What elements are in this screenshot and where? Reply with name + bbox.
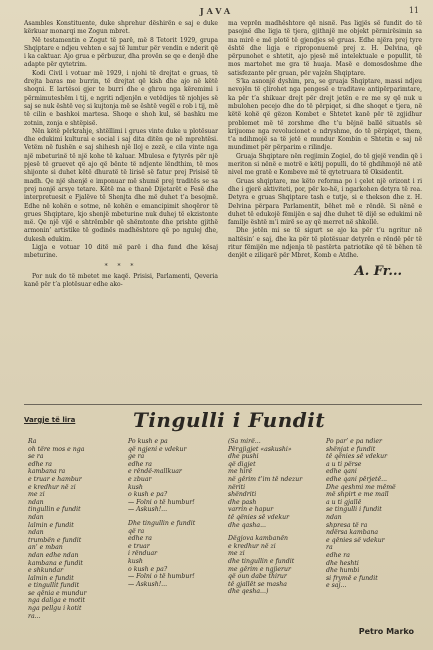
poem-line: ndan <box>326 513 342 521</box>
poem-author: Petro Marko <box>358 627 414 636</box>
poem-column <box>228 438 324 602</box>
poem-line: ndan <box>28 529 44 537</box>
article-paragraph: Ligja e votuar 10 ditë më parë i dha fund dhe kësaj mbeturine. <box>24 244 218 260</box>
poem-line: kush <box>128 557 143 565</box>
article-left-column <box>24 20 218 380</box>
poem-line: e qënies së vdekur <box>326 536 385 544</box>
section-divider <box>24 404 422 405</box>
poem-line: edhe qani përjetë... <box>326 475 388 483</box>
poem-line: Dhe qeshmi me mëmë <box>326 483 396 491</box>
poem-line: ndan <box>28 498 44 506</box>
poem-line: se qënia e mundur <box>28 589 87 597</box>
article-paragraph: Asambles Konstituente, duke shprehur dëshirën e saj e duke kërkuar monarqi me Zogun mbret. <box>24 20 218 36</box>
poem-line: se tingulli i fundit <box>326 506 382 514</box>
poem-line: të gjallët se masha <box>228 580 287 588</box>
poem-stanza <box>128 438 224 514</box>
poem-stanza <box>228 438 324 529</box>
poem-line: shëndriti <box>228 491 257 499</box>
article-paragraph: Por nuk do të mbetet me kaqë. Prisisi, Parlamenti, Qeveria kanë për t’a plotësuar edhe ako- <box>24 272 218 289</box>
poem-line: lalmin e fundit <box>28 574 74 582</box>
poem-line: ra... <box>28 612 41 620</box>
poem-column <box>128 438 224 594</box>
poem-line: edhe ra <box>28 460 52 468</box>
poem-line: nga daliga e motit <box>28 597 85 605</box>
poem-line: o kush e pa? <box>128 491 168 499</box>
poem-stanza <box>228 535 324 596</box>
article-paragraph: Gruas shqiptare, me këto reforma po i çelet një orizont i ri dhe i gjerë aktiviteti, por, për ko-hë, i ngarkohen detyra të rea. Detyra e gruas Shqiptare tash e tutje, si e thekson dhe z. H. Delvina përpara Parlamentit, bëhet më e rëndë. Si nënë e duhet të edukojë fëmijën e saj dhe duhet të dijë se edukimi në familje është m’i mirë se ay që merret në shkollë. <box>228 177 422 227</box>
poem-line: ge ra <box>128 453 145 461</box>
poem-line: me gërim e ngjierur <box>228 565 291 573</box>
poem-line: kush <box>128 483 143 491</box>
poem-column <box>28 438 124 626</box>
poem-line: kambana e fundit <box>28 559 83 567</box>
poem-line: ra <box>326 544 333 552</box>
article-paragraph: Nën këtë përkrahje, shtëllimi i grues vinte duke u plotësuar dhe edukimi kulturai e social i saj dita ditën qe në mprehtësi. Vetëm në fushën e saj shihesh një lloj e zezë, e cila vinte nga një mbeturinë të një kohe të kaluar. Mbulesa e fytyrës për një pjesë të gruevet që ajo që bënte të ndjente lëndthim, të mos shijonte si duhet këtë dhuratë të lirisë së fatur prej Prisisë të madh. Qe një shenjë e imponuar më shumë prej traditës se sa prej nonjë arsye tetare. Këtë ma e thanë Dijetarët e Fesë dhe interpretuesit e Fjalëve të Shenjta dhe më duhet t’a besojmë. Edhe në kohën e sotme, në kohën e emancipimit shoqëror të grues Shqiptare, kjo shenjë mbeturine nuk duhej të ekzistonte më. Qe një vijë e shtrëmbër që shëmtonte dhe prishte gjithë armonin’ artistike të godinës madhështore që po ngulej dhe, dukesh edukim. <box>24 127 218 243</box>
poem-stanza <box>326 438 422 590</box>
poem-section-label: Vargje të lira <box>24 416 76 424</box>
poem-line: Përgjigjet «askushi» <box>228 445 292 453</box>
poem-line: e zbuar <box>128 475 152 483</box>
poem-line: ndërsa kambana <box>326 529 379 537</box>
article-paragraph: Kodi Civil i votuar më 1929, i njohi të drejtat e gruas, të drejta baras me burrin, të drejtat që kish dhe ajo në këtë shoqni. E lartësoi gjer te burri dhe e ghrou nga këremimi i përmimuteshëm i tij, e ngriti ndjenjën e vetëdijes të njohjes së saj se nuk është veç si kujtonja më se është vegël e rob i tij, më të cilin e bashkoi martesa. Shoqe e shoh kul, së bashku me zotnin, zonja e shtëpisë. <box>24 69 218 127</box>
poem-line: dhe qesha...) <box>228 588 269 596</box>
poem-line: nga pellgu i kotit <box>28 605 82 613</box>
poem-line: që digjet <box>228 460 256 468</box>
page-header <box>0 6 433 20</box>
poem-line: Po par’ e pa ndier <box>326 438 382 445</box>
poem-line: e shkundar <box>28 567 64 575</box>
poem-line: të qënies së vdekur <box>228 513 290 521</box>
poem-section <box>24 408 422 644</box>
poem-line: kambana ra <box>28 468 66 476</box>
poem-line: e kredhur në zi <box>28 483 76 491</box>
poem-line: e tingullit fundit <box>28 582 80 590</box>
poem-line: në gërim t’im të ndezur <box>228 475 303 483</box>
poem-line: shënjat e fundit <box>326 445 376 453</box>
poem-stanza <box>28 438 124 620</box>
poem-line: edhe ra <box>326 551 350 559</box>
poem-line: e truar <box>128 542 150 550</box>
poem-line: shpresa të ra <box>326 521 368 529</box>
article-right-column <box>228 20 422 380</box>
poem-line: dhe tingullin e fundit <box>228 557 295 565</box>
poem-line: lalmin e fundit <box>28 521 74 529</box>
poem-line: nëriti <box>228 483 246 491</box>
poem-line: dhe heshti <box>326 559 359 567</box>
section-stars: * * * <box>104 262 138 270</box>
poem-line: an’ e mban <box>28 544 63 552</box>
poem-line: edhe qani <box>326 468 357 476</box>
poem-line: oh tëre mos e nga <box>28 445 85 453</box>
poem-line: që oun dabe thirur <box>228 573 287 581</box>
page-number: 11 <box>408 6 419 15</box>
article-paragraph: Gruaja Shqiptare nën regjimin Zogiel, do të gjejë vendin që i meriton si nënë e motrë e këtij populli, do të ghdihmojë në atë nivel me gratë e Kombeve më të qytetruara të Oksidentit. <box>228 152 422 177</box>
poem-line: Po kush e pa <box>128 438 168 445</box>
poem-line: me zi <box>28 491 45 499</box>
poem-line: Ra <box>28 438 37 445</box>
poem-line: më shpirt e me mall <box>326 491 389 499</box>
article-paragraph: Në testamentin e Zogut të parë, më 8 Tetorit 1929, grupa Shqiptare e ndjeu vehten e saj të lumtur për vendin e nderit që i ka caktuar. Ajo grua e përbuzur, dha provën se qe e denjë dhe adapte për qytetrim. <box>24 36 218 69</box>
poem-line: edhe ra <box>128 535 152 543</box>
poem-line: që ngjeni e vdekur <box>128 445 187 453</box>
poem-line: — Askush!... <box>128 580 168 588</box>
poem-line: o kush e pa? <box>128 565 168 573</box>
poem-line: me hirë <box>228 468 253 476</box>
poem-line: e kredhur në zi <box>228 542 276 550</box>
poem-line: (Sa mirë... <box>228 438 261 445</box>
poem-line: se ra <box>28 453 44 461</box>
poem-line: e truar e hambur <box>28 475 82 483</box>
poem-line: si frymë e fundit <box>326 574 378 582</box>
poem-line: që ra <box>128 527 145 535</box>
poem-line: dhe pushi <box>228 453 259 461</box>
poem-stanza <box>128 520 224 588</box>
poem-line: i rënduar <box>128 550 158 558</box>
poem-title: Tingulli i Fundit <box>132 408 326 432</box>
poem-line: ndan <box>28 513 44 521</box>
poem-line: a u ti gjallë <box>326 498 362 506</box>
article-paragraph: S’ka asnonjë dyshim, pra, se gruaja Shqiptare, massi ndjeu nevojën të çlirohet nga pengesë e traditave antipërparimtare, ka për t’a shikuar drejt për drejt jetën e re me sy që nuk u mbulohen pecejo dhe do të përpiqet, si dhe shoqet e tjera, në këtë kohë që gëzon Kombet e Shtetet kanë për të zgjidhur problemet më të zorshme dhe t’u bëjnë ballë situatës së krijuome nga revolucionet e ndryshme, do të përpiqet, them, t’a ndihmojë sa të jetë e mundur Kombin e Shtetin e saj në mundimet për përparim e rilindje. <box>228 78 422 152</box>
poem-line: e saj... <box>326 582 347 590</box>
poem-line: e rëndë-mallkuar <box>128 468 182 476</box>
poem-line: me zi <box>228 550 245 558</box>
publication-title: JAVA <box>199 6 234 16</box>
poem-line: — Folni o të humbur! <box>128 498 195 506</box>
poem-line: edhe ra <box>128 460 152 468</box>
poem-line: dhe qasha... <box>228 521 266 529</box>
poem-line: — Folni o të humbur! <box>128 573 195 581</box>
poem-line: Dhe tingullin e fundit <box>128 519 196 527</box>
poem-line: dhe pash <box>228 498 257 506</box>
poem-line: ndan edhe ndan <box>28 551 79 559</box>
poem-line: a u ti përse <box>326 460 362 468</box>
poem-line: — Askush!... <box>128 506 168 514</box>
author-signature: A. Fr... <box>354 263 402 279</box>
poem-line: varrin e hapur <box>228 506 274 514</box>
article-paragraph: Dhe jetën mi se të sigurt se ajo ka për t’u ngritur në naltësin’ e saj, dhe ka për të plotësuar detyrën e rëndë për të ritur fëmijën me ndjenja të pastërta patriotike që të bëhen të denjët e ziliqarë për Mbret, Komb e Atdhe. <box>228 227 422 260</box>
poem-line: trumbën e fundit <box>28 536 82 544</box>
poem-line: dhe humbi <box>326 567 360 575</box>
poem-line: tingullin e fundit <box>28 506 81 514</box>
poem-column <box>326 438 422 596</box>
poem-line: Dëgjova kambanën <box>228 535 288 543</box>
article-paragraph: ma veprën madhështore që nisnë. Pas ligjës së fundit do të pasojnë dhe ligja të tjera, gjithnjë me objekt përmirësimin sa ma mirë e më plotë të gjendjes së gruas. Edhe njëra prej tyre është dhe ligja e riproponuemë prej z. H. Delvina, që përpunohet e shtetit, ajo pjesë më intelektuale e popullit, të mos martohet me gra të huaja. Masë e domosdoshme dhe satisfezante për gruan, për vajzën Shqiptare. <box>228 20 422 77</box>
poem-line: të qënies së vdekur <box>326 453 388 461</box>
